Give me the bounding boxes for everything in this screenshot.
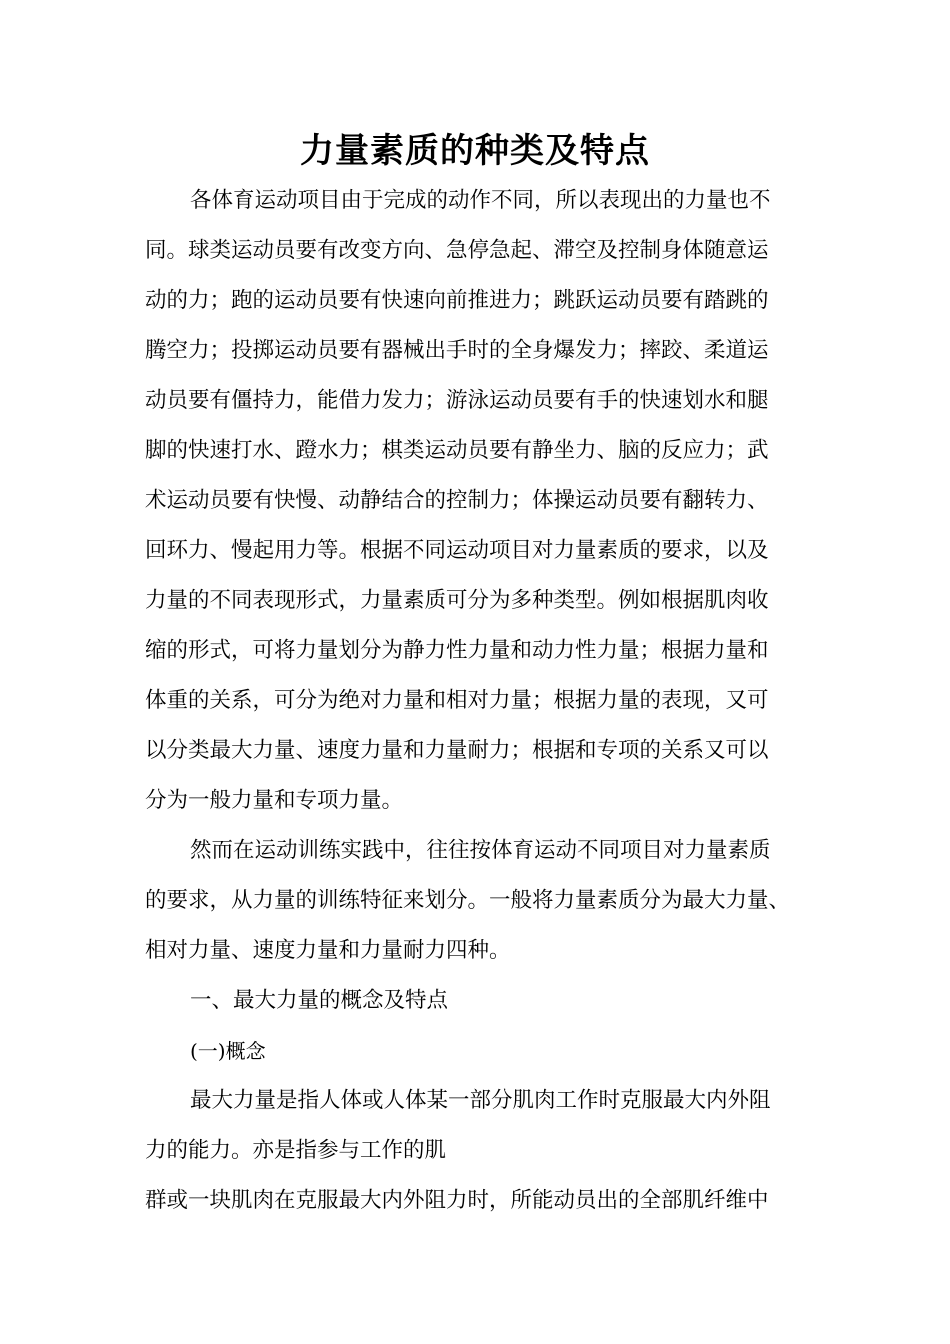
subsection-heading: (一)概念	[190, 1039, 266, 1063]
paragraph-line: 群或一块肌肉在克服最大内外阻力时，所能动员出的全部肌纤维中	[145, 1188, 769, 1213]
paragraph-line: 动员要有僵持力，能借力发力；游泳运动员要有手的快速划水和腿	[145, 388, 769, 413]
paragraph-line: 分为一般力量和专项力量。	[145, 788, 404, 813]
paragraph-line: 力的能力。亦是指参与工作的肌	[145, 1138, 447, 1163]
paragraph-line: 脚的快速打水、蹬水力；棋类运动员要有静坐力、脑的反应力；武	[145, 438, 769, 463]
paragraph-line: 相对力量、速度力量和力量耐力四种。	[145, 938, 511, 963]
paragraph-line: 力量的不同表现形式，力量素质可分为多种类型。例如根据肌肉收	[145, 588, 769, 613]
section-heading: 一、最大力量的概念及特点	[190, 988, 449, 1013]
paragraph-line: 术运动员要有快慢、动静结合的控制力；体操运动员要有翻转力、	[145, 488, 769, 513]
paragraph-line: 最大力量是指人体或人体某一部分肌肉工作时克服最大内外阻	[190, 1088, 771, 1113]
paragraph-line: 然而在运动训练实践中，往往按体育运动不同项目对力量素质	[190, 838, 771, 863]
document-title: 力量素质的种类及特点	[300, 131, 650, 171]
paragraph-line: 各体育运动项目由于完成的动作不同，所以表现出的力量也不	[190, 188, 771, 213]
paragraph-line: 缩的形式，可将力量划分为静力性力量和动力性力量；根据力量和	[145, 638, 769, 663]
paragraph-line: 以分类最大力量、速度力量和力量耐力；根据和专项的关系又可以	[145, 738, 769, 763]
paragraph-line: 腾空力；投掷运动员要有器械出手时的全身爆发力；摔跤、柔道运	[145, 338, 769, 363]
paragraph-line: 动的力；跑的运动员要有快速向前推进力；跳跃运动员要有踏跳的	[145, 288, 769, 313]
paragraph-line: 回环力、慢起用力等。根据不同运动项目对力量素质的要求，以及	[145, 538, 769, 563]
paragraph-line: 的要求，从力量的训练特征来划分。一般将力量素质分为最大力量、	[145, 888, 791, 913]
paragraph-line: 同。球类运动员要有改变方向、急停急起、滞空及控制身体随意运	[145, 238, 769, 263]
paragraph-line: 体重的关系，可分为绝对力量和相对力量；根据力量的表现，又可	[145, 688, 769, 713]
